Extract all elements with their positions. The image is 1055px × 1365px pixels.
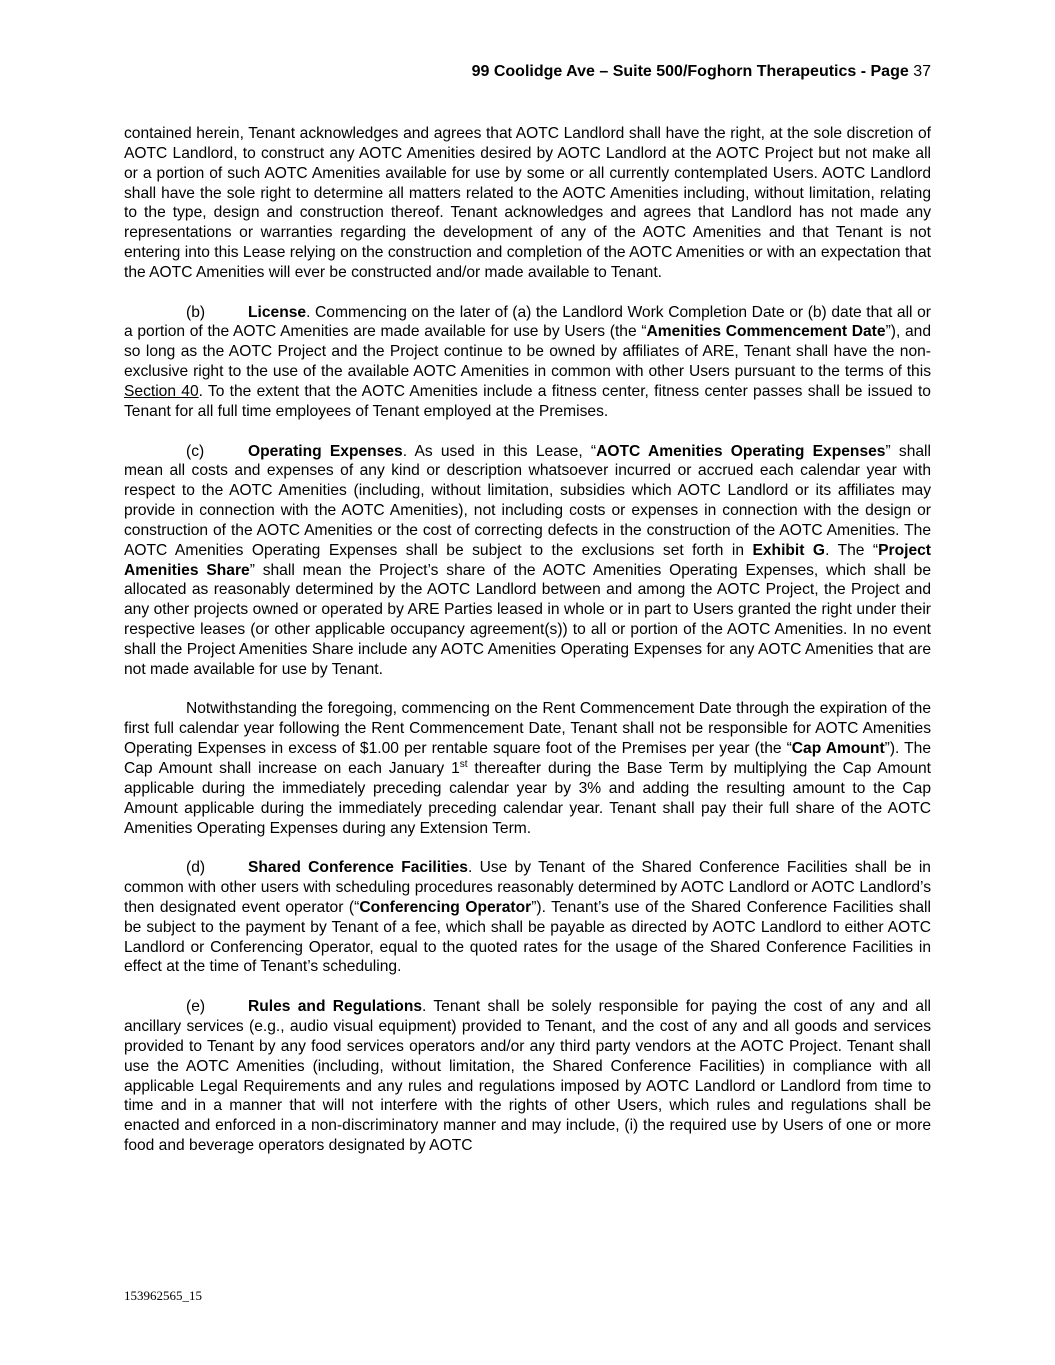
section-heading: License [248, 303, 307, 321]
section-heading: Shared Conference Facilities [248, 859, 468, 877]
defined-term: Amenities Commencement Date [646, 323, 886, 341]
section-heading: Operating Expenses [248, 442, 403, 460]
section-marker: (d) [186, 859, 206, 877]
document-id: 153962565_15 [124, 1288, 202, 1303]
paragraph-continuation [124, 124, 931, 283]
paragraph-text: . Commencing on the later of (a) the Landlord Work Completion Date or (b) date that all or a portion of the AOTC Amenities are made available for use by Users (the “ [124, 303, 931, 341]
paragraph-notwithstanding [124, 699, 931, 838]
paragraph-text: . The “ [825, 541, 879, 559]
paragraph-text: . To the extent that the AOTC Amenities include a fitness center, fitness center passes shall be issued to Tenant for all full time employees of Tenant employed at the Premises. [124, 382, 931, 420]
page-header [472, 62, 931, 82]
section-heading: Rules and Regulations [248, 998, 423, 1016]
exhibit-reference: Exhibit G [752, 541, 826, 559]
paragraph-text: contained herein, Tenant acknowledges and agrees that AOTC Landlord shall have the right, at the sole discretion of AOTC Landlord, to construct any AOTC Amenities desired by AOTC Landlord at the AOTC Project but not make all or a portion of such AOTC Amenities available for use by some or all currently contemplated Users. AOTC Landlord shall have the sole right to determine all matters related to the AOTC Amenities including, without limitation, relating to the type, design and construction thereof. Tenant acknowledges and agrees that Landlord has not made any representations or warranties regarding the development of any of the AOTC Amenities and that Tenant is not entering into this Lease relying on the construction and completion of the AOTC Amenities or with an expectation that the AOTC Amenities will ever be constructed and/or made available to Tenant. [124, 125, 931, 281]
paragraph-text: . Tenant shall be solely responsible for paying the cost of any and all ancillary services (e.g., audio visual equipment) provided to Tenant, and the cost of any and all goods and services provided to Tenant by any food services operators and/or any third party vendors at the AOTC Project. Tenant shall use the AOTC Amenities (including, without limitation, the Shared Conference Facilities) in compliance with all applicable Legal Requirements and any rules and regulations imposed by AOTC Landlord or Landlord from time to time and in a manner that will not interfere with the rights of other Users, which rules and regulations shall be enacted and enforced in a non-discriminatory manner and may include, (i) the required use by Users of one or more food and beverage operators designated by AOTC [124, 998, 932, 1155]
defined-term: Conferencing Operator [359, 898, 532, 916]
defined-term: Cap Amount [791, 740, 885, 758]
paragraph-text: ”). Tenant’s use of the Shared Conference Facilities shall be subject to the payment by Tenant of a fee, which shall be payable as directed by AOTC Landlord to either AOTC Landlord or Conferencing Operator, equal to the quoted rates for the usage of the Shared Conference Facilities in effect at the time of Tenant’s scheduling. [124, 898, 931, 976]
paragraph-text: thereafter during the Base Term by multiplying the Cap Amount applicable during the immediately preceding calendar year by 3% and adding the resulting amount to the Cap Amount applicable during the immediately preceding calendar year. Tenant shall pay their full share of the AOTC Amenities Operating Expenses during any Extension Term. [124, 760, 931, 837]
defined-term: Project Amenities Share [124, 541, 931, 579]
paragraph-text: Notwithstanding the foregoing, commencing on the Rent Commencement Date through the expiration of the first full calendar year following the Rent Commencement Date, Tenant shall not be responsible for AOTC Amenities Operating Expenses in excess of $1.00 per rentable square foot of the Premises per year (the “ [124, 700, 931, 758]
section-marker: (e) [186, 998, 206, 1016]
paragraph-text: . As used in this Lease, “ [402, 442, 597, 460]
paragraph-e-rules [124, 997, 931, 1156]
header-page-number: 37 [913, 63, 931, 80]
section-reference: Section 40 [124, 382, 199, 400]
defined-term: AOTC Amenities Operating Expenses [596, 442, 886, 460]
paragraph-text: . Use by Tenant of the Shared Conference Facilities shall be in common with other users with scheduling procedures reasonably determined by AOTC Landlord or AOTC Landlord’s then designated event operator (“ [124, 859, 931, 916]
section-marker: (c) [186, 442, 205, 460]
paragraph-text: ” shall mean the Project’s share of the AOTC Amenities Operating Expenses, which shall be allocated as reasonably determined by the AOTC Landlord between and among the AOTC Project, the Project and any other projects owned or operated by ARE Parties leased in whole or in part to Users granted the right under their respective leases (or other applicable occupancy agreement(s)) to all or portion of the AOTC Amenities. In no event shall the Project Amenities Share include any AOTC Amenities Operating Expenses for any AOTC Amenities that are not made available for use by Tenant. [124, 561, 932, 678]
paragraph-c-operating-expenses [124, 442, 931, 680]
document-body [124, 124, 931, 1176]
ordinal-superscript: st [459, 759, 468, 770]
paragraph-d-shared-conference [124, 858, 931, 977]
paragraph-text: ” shall mean all costs and expenses of any kind or description whatsoever incurred or accrued each calendar year with respect to the AOTC Amenities (including, without limitation, subsidies which AOTC Landlord or its affiliates may provide in connection with the AOTC Amenities), not including costs or expenses in connection with the design or construction of the AOTC Amenities or the cost of correcting defects in the construction of the AOTC Amenities. The AOTC Amenities Operating Expenses shall be subject to the exclusions set forth in [124, 442, 931, 559]
header-title: 99 Coolidge Ave – Suite 500/Foghorn Therapeutics - Page [471, 63, 909, 80]
section-marker: (b) [186, 303, 206, 321]
paragraph-b-license [124, 303, 931, 422]
paragraph-text: ”). The Cap Amount shall increase on each January 1 [124, 740, 932, 777]
paragraph-text: ”), and so long as the AOTC Project and the Project continue to be owned by affiliates of ARE, Tenant shall have the non-exclusive right to the use of the available AOTC Amenities in common with other Users pursuant to the terms of this [124, 323, 931, 381]
